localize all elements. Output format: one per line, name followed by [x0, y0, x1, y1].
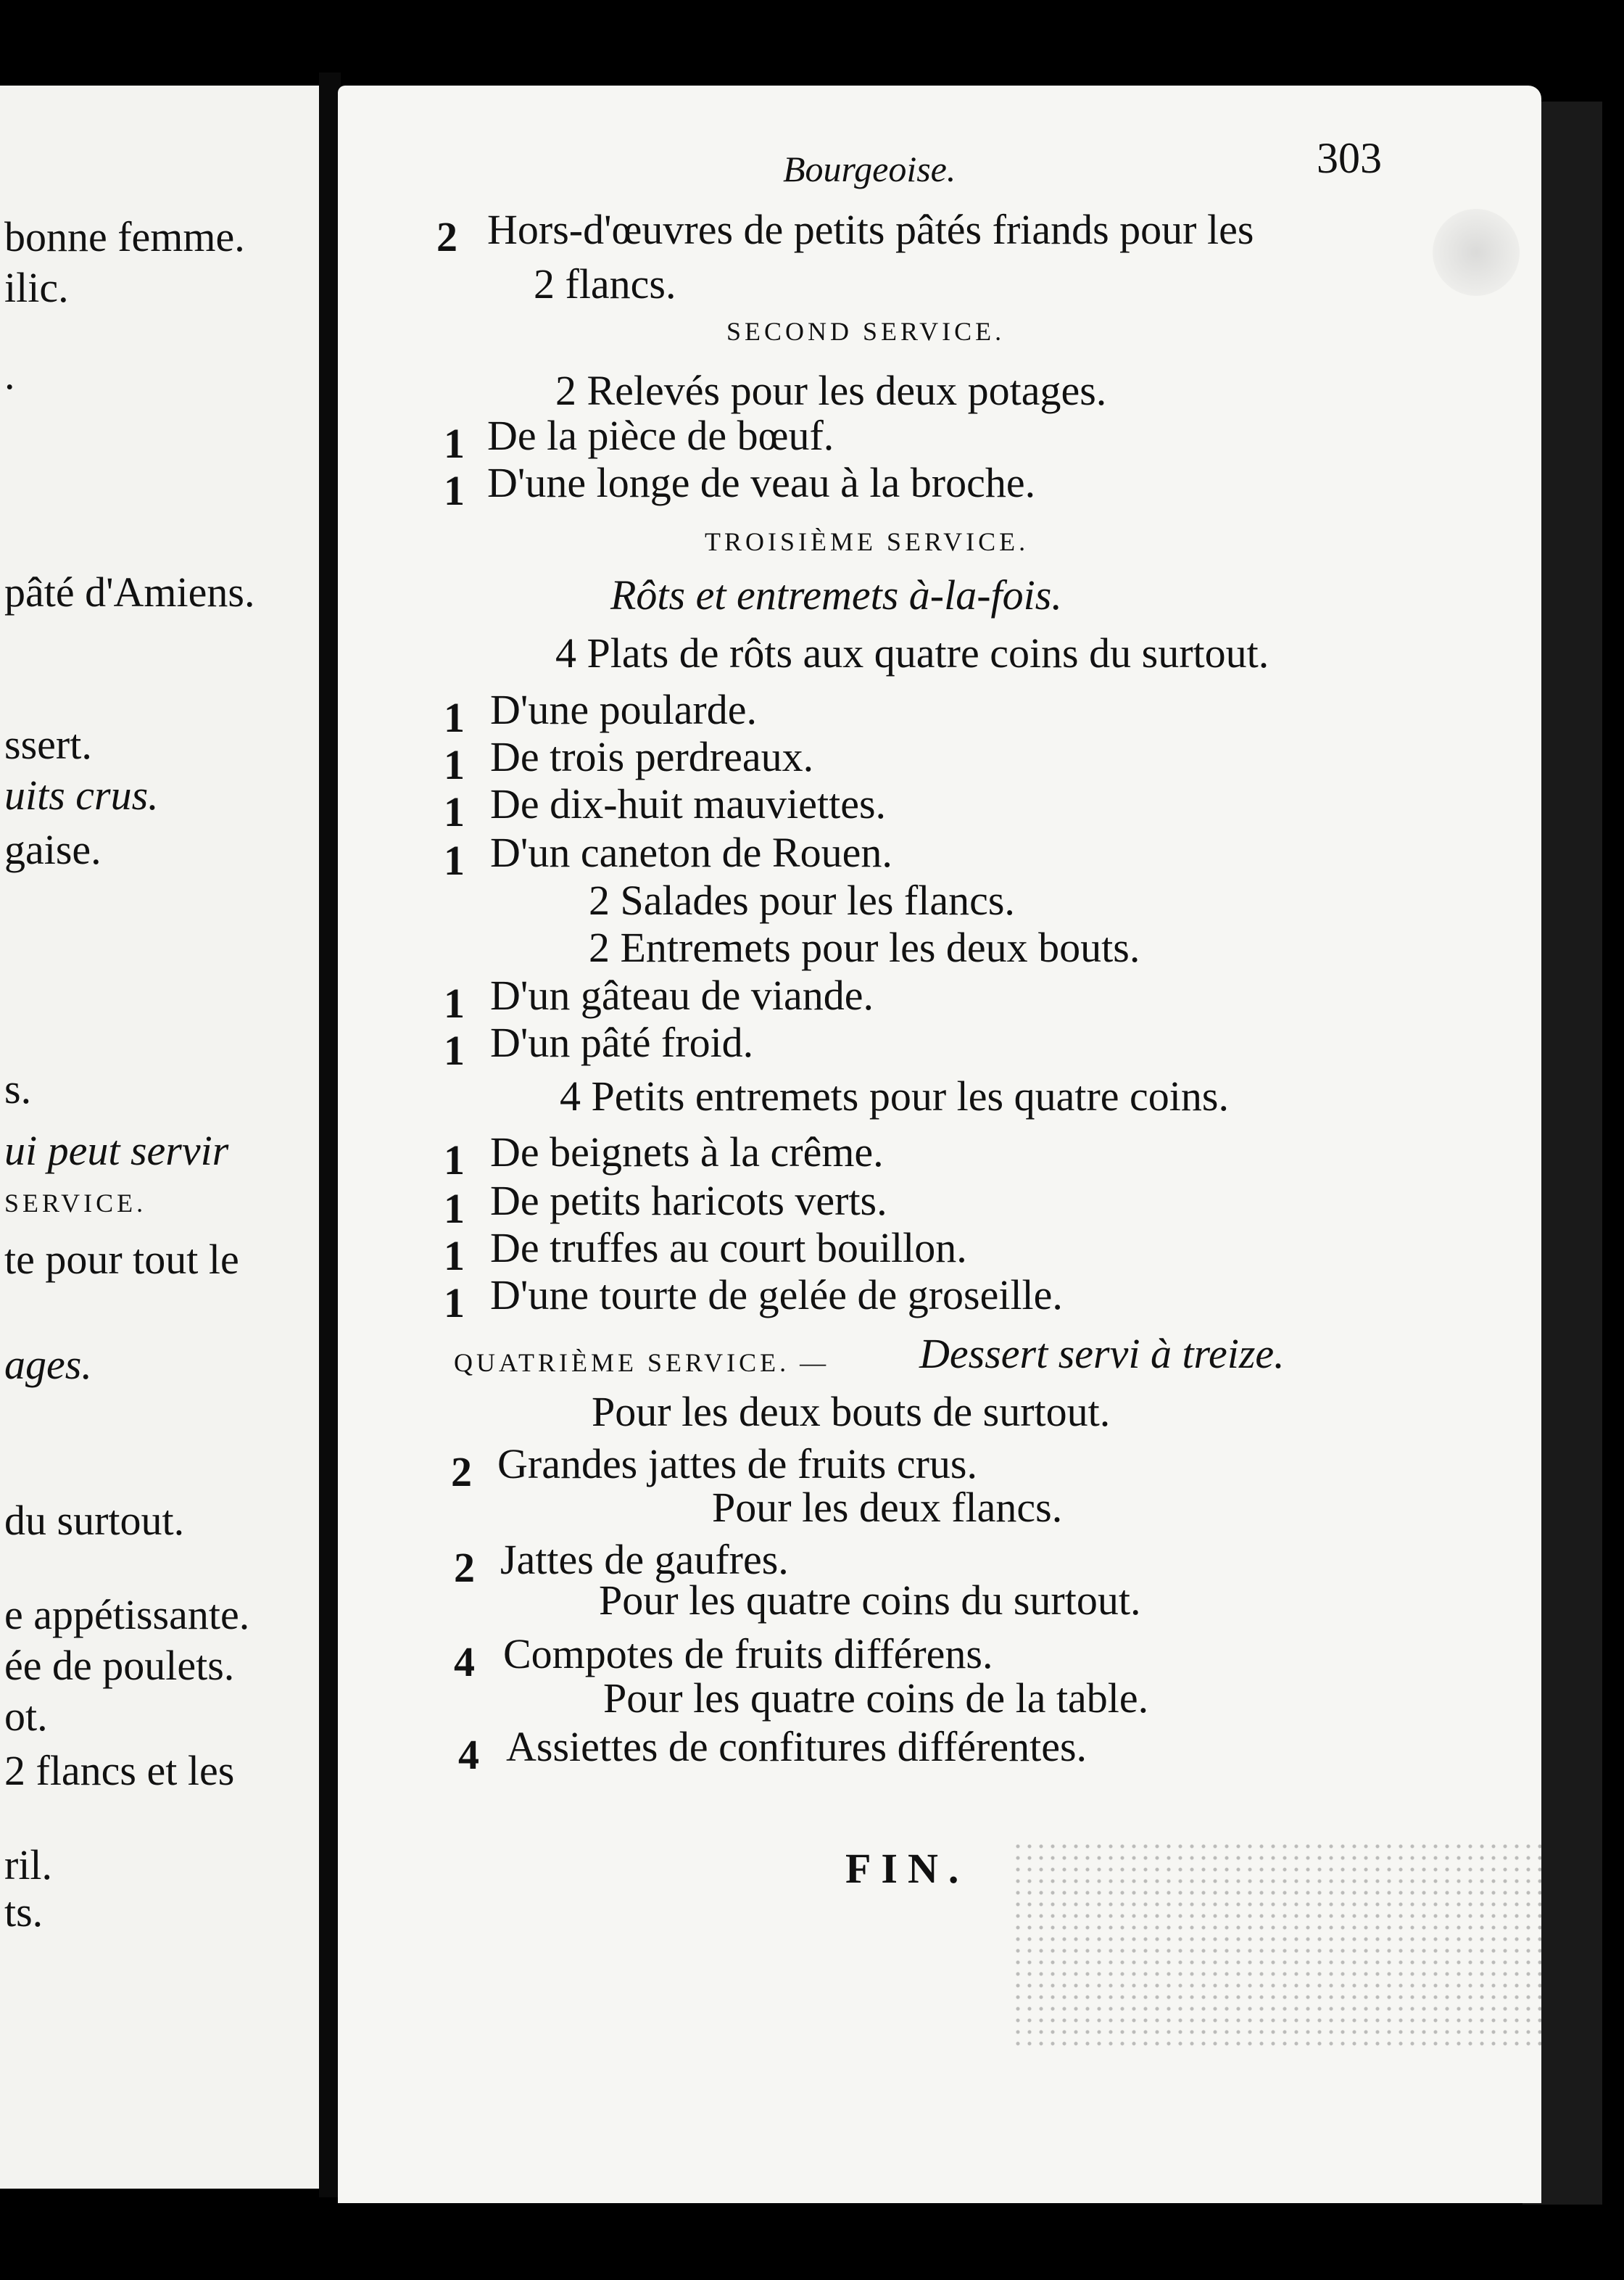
left-line: uits crus.	[4, 772, 159, 819]
left-line: gaise.	[4, 826, 102, 873]
text-line: De beignets à la crême.	[490, 1128, 884, 1176]
text-line: De dix-huit mauviettes.	[490, 780, 887, 827]
text-line: 4 Plats de rôts aux quatre coins du surtout.	[555, 629, 1269, 677]
text-line: Hors-d'œuvres de petits pâtés friands pour les	[487, 206, 1254, 253]
text-line: Assiettes de confitures différentes.	[506, 1723, 1088, 1770]
line-number: 1	[444, 1279, 465, 1326]
text-line: 4 Petits entremets pour les quatre coins.	[560, 1073, 1229, 1120]
subheading: Dessert servi à treize.	[919, 1330, 1285, 1377]
line-number: 1	[444, 420, 465, 467]
library-stamp	[1012, 1841, 1541, 2051]
line-number: 4	[458, 1731, 479, 1778]
left-line: s.	[4, 1065, 32, 1112]
text-line: De truffes au court bouillon.	[490, 1224, 967, 1271]
line-number: 1	[444, 467, 465, 514]
text-line: D'un gâteau de viande.	[490, 972, 874, 1019]
line-number: 4	[454, 1638, 475, 1685]
section-heading: QUATRIÈME SERVICE. —	[454, 1348, 830, 1377]
text-line: Pour les quatre coins de la table.	[603, 1674, 1149, 1722]
section-heading: SECOND SERVICE.	[726, 317, 1006, 346]
text-line: De la pièce de bœuf.	[487, 412, 834, 459]
left-page	[0, 86, 325, 2189]
left-line: .	[4, 351, 15, 398]
text-line: Pour les deux flancs.	[712, 1484, 1063, 1531]
left-line: ts.	[4, 1888, 44, 1936]
line-number: 1	[444, 741, 465, 788]
text-line: D'un caneton de Rouen.	[490, 829, 892, 876]
subheading: Rôts et entremets à-la-fois.	[610, 571, 1062, 619]
text-line: Pour les quatre coins du surtout.	[599, 1577, 1141, 1624]
left-line: du surtout.	[4, 1497, 185, 1544]
end-marker: FIN.	[845, 1845, 969, 1892]
right-page	[338, 86, 1541, 2203]
text-line: D'une poularde.	[490, 686, 757, 733]
left-line: SERVICE.	[4, 1189, 147, 1218]
line-number: 1	[444, 1027, 465, 1074]
left-line: 2 flancs et les	[4, 1747, 235, 1794]
text-line: 2 Salades pour les flancs.	[589, 877, 1015, 924]
text-line: Grandes jattes de fruits crus.	[497, 1440, 977, 1487]
text-line: D'une tourte de gelée de groseille.	[490, 1271, 1063, 1318]
left-line: ril.	[4, 1841, 53, 1888]
text-line: Pour les deux bouts de surtout.	[592, 1388, 1111, 1435]
line-number: 1	[444, 788, 465, 835]
text-line: Compotes de fruits différens.	[503, 1630, 993, 1677]
text-line: 2 Relevés pour les deux potages.	[555, 367, 1107, 414]
page-number: 303	[1317, 134, 1382, 182]
section-heading: TROISIÈME SERVICE.	[705, 527, 1030, 556]
left-line: ée de poulets.	[4, 1642, 235, 1689]
left-line: ilic.	[4, 264, 69, 311]
line-number: 2	[451, 1448, 472, 1495]
left-line: e appétissante.	[4, 1591, 250, 1638]
left-line: pâté d'Amiens.	[4, 569, 255, 616]
left-line: ot.	[4, 1693, 48, 1740]
text-line: 2 flancs.	[534, 260, 676, 307]
line-number: 1	[444, 837, 465, 884]
text-line: De trois perdreaux.	[490, 733, 814, 780]
left-line: ssert.	[4, 721, 92, 768]
line-number: 1	[444, 1136, 465, 1184]
line-number: 2	[436, 213, 457, 260]
smudge-mark	[1433, 209, 1520, 296]
text-line: Jattes de gaufres.	[500, 1536, 789, 1583]
left-line: bonne femme.	[4, 213, 245, 260]
line-number: 1	[444, 694, 465, 741]
text-line: D'une longe de veau à la broche.	[487, 459, 1036, 506]
left-line: ui peut servir	[4, 1127, 229, 1174]
line-number: 2	[454, 1544, 475, 1591]
left-line: ages.	[4, 1341, 92, 1388]
text-line: D'un pâté froid.	[490, 1019, 754, 1066]
line-number: 1	[444, 1232, 465, 1279]
text-line: De petits haricots verts.	[490, 1177, 887, 1224]
running-title: Bourgeoise.	[783, 149, 956, 189]
line-number: 1	[444, 1185, 465, 1232]
line-number: 1	[444, 980, 465, 1027]
text-line: 2 Entremets pour les deux bouts.	[589, 924, 1140, 971]
left-line: te pour tout le	[4, 1236, 239, 1283]
